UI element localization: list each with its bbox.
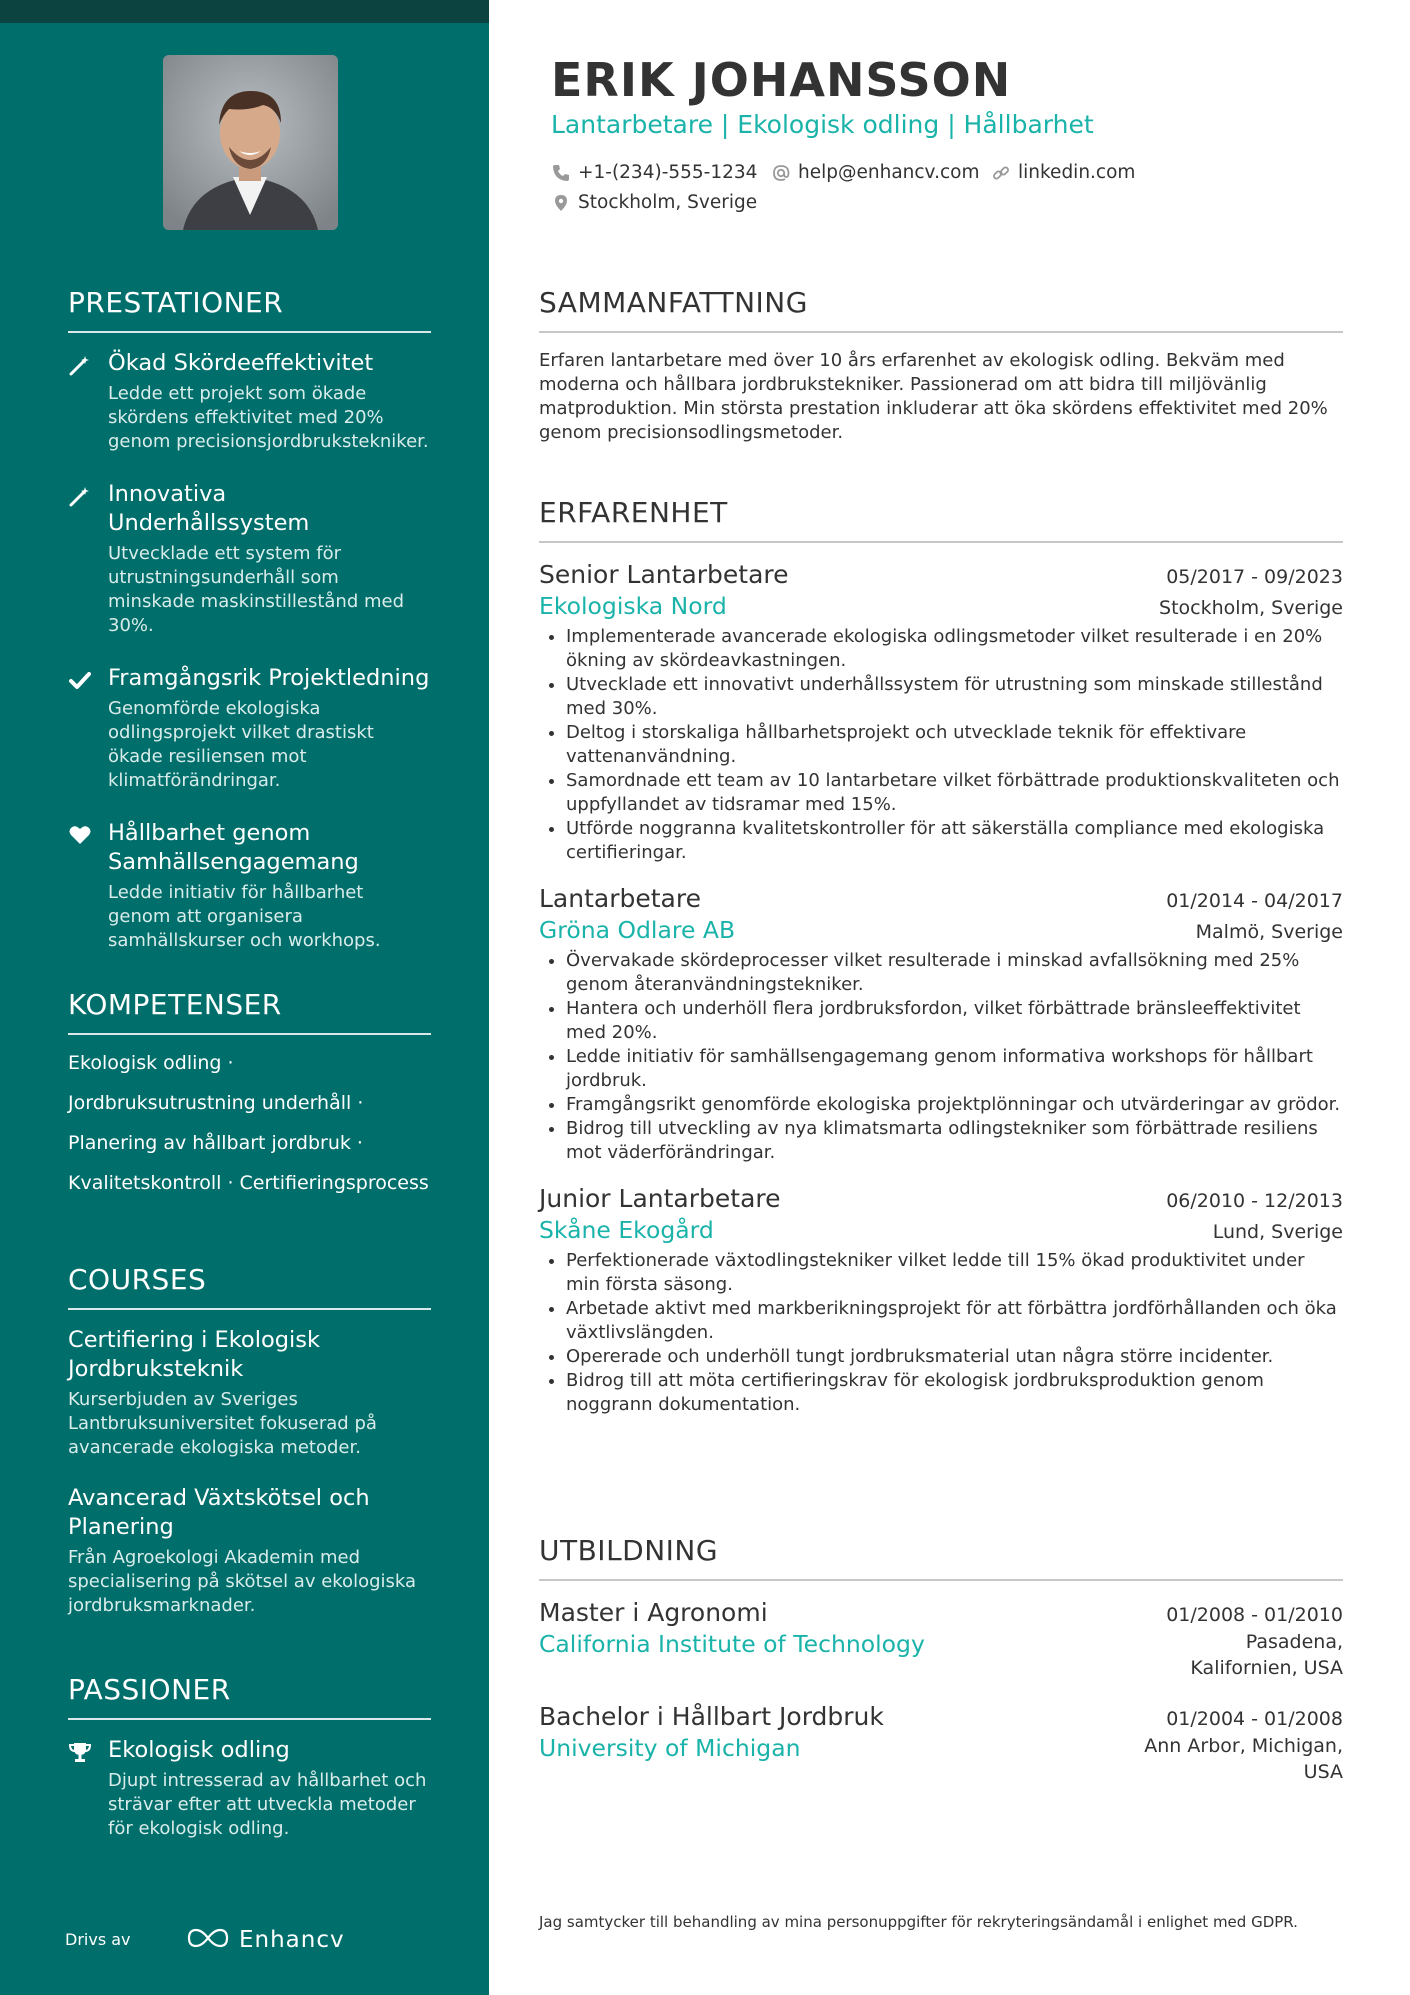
enhancv-logo-icon [185, 1926, 231, 1954]
job-bullets [539, 625, 1343, 865]
course-desc: Från Agroekologi Akademin med specialisering på skötsel av ekologiska jordbruksmarknader. [68, 1547, 417, 1616]
profile-photo [163, 55, 338, 230]
education-location-line: Ann Arbor, Michigan, [1144, 1735, 1343, 1757]
skill-item: Planering av hållbart jordbruk · [68, 1132, 363, 1154]
achievements-section [68, 285, 431, 979]
sidebar [0, 0, 489, 1995]
job-entry [539, 883, 1343, 1165]
courses-section [68, 1262, 431, 1642]
location-pin-icon [552, 194, 570, 212]
contact-linkedin[interactable] [992, 161, 1135, 185]
achievement-item [68, 819, 431, 953]
skills-section [68, 987, 431, 1211]
job-dates: 06/2010 - 12/2013 [1166, 1190, 1343, 1212]
job-role: Senior Lantarbetare [539, 560, 789, 589]
candidate-tagline: Lantarbetare | Ekologisk odling | Hållbarhet [551, 110, 1094, 139]
course-item [68, 1484, 431, 1618]
summary-heading: SAMMANFATTNING [539, 285, 1343, 333]
contact-location [552, 191, 757, 215]
summary-section [539, 285, 1343, 445]
enhancv-logo[interactable] [185, 1926, 345, 1954]
passions-section [68, 1672, 431, 1867]
achievement-desc: Utvecklade ett system för utrustningsunderhåll som minskade maskinstillestånd med 30%. [108, 543, 405, 636]
education-school: California Institute of Technology [539, 1630, 925, 1658]
experience-section [539, 495, 1343, 1435]
linkedin-text: linkedin.com [1018, 162, 1136, 183]
job-role: Lantarbetare [539, 884, 701, 913]
enhancv-logo-text: Enhancv [239, 1927, 345, 1953]
course-desc: Kurserbjuden av Sveriges Lantbruksuniversitet fokuserad på avancerade ekologiska metoder. [68, 1389, 377, 1458]
job-bullet: • Framgångsrikt genomförde ekologiska projektplönningar och utvärderingar av grödor. [566, 1093, 1343, 1117]
achievement-title: Ökad Skördeeffektivitet [108, 350, 374, 376]
job-bullet: • Övervakade skördeprocesser vilket resulterade i minskad avfallsökning med 25% genom återanvändningstekniker. [566, 949, 1343, 997]
job-bullet: • Opererade och underhöll tungt jordbruksmaterial utan några större incidenter. [566, 1345, 1343, 1369]
education-dates: 01/2004 - 01/2008 [1166, 1708, 1343, 1730]
job-location: Malmö, Sverige [1195, 921, 1343, 943]
job-bullet: • Deltog i storskaliga hållbarhetsprojekt och utvecklade teknik för effektivare vattenanvändning. [566, 721, 1343, 769]
gdpr-consent-text: Jag samtycker till behandling av mina personuppgifter för rekryteringsändamål i enlighet med GDPR. [539, 1913, 1298, 1931]
skill-item: Jordbruksutrustning underhåll · [68, 1092, 364, 1114]
education-section [539, 1533, 1343, 1805]
education-location-line: Pasadena, [1245, 1631, 1343, 1653]
education-entry [539, 1597, 1343, 1681]
location-text: Stockholm, Sverige [578, 192, 758, 213]
job-bullet: • Hantera och underhöll flera jordbruksfordon, vilket förbättrade bränsleeffektivitet med 20%. [566, 997, 1343, 1045]
education-location-line: Kalifornien, USA [1190, 1657, 1343, 1679]
link-icon [992, 164, 1010, 182]
job-bullet: • Perfektionerade växtodlingstekniker vilket ledde till 15% ökad produktivitet under min första säsong. [566, 1249, 1343, 1297]
job-bullet: • Arbetade aktivt med markberikningsprojekt för att förbättra jordförhållanden och öka växtlivslängden. [566, 1297, 1343, 1345]
course-title: Avancerad Växtskötsel och Planering [68, 1485, 370, 1540]
passion-title: Ekologisk odling [108, 1737, 290, 1763]
job-dates: 01/2014 - 04/2017 [1166, 890, 1343, 912]
job-role: Junior Lantarbetare [539, 1184, 781, 1213]
course-title: Certifiering i Ekologisk Jordbruksteknik [68, 1327, 321, 1382]
job-bullet: • Bidrog till utveckling av nya klimatsmarta odlingstekniker som förbättrade resiliens mot väderförändringar. [566, 1117, 1343, 1165]
education-location [1190, 1629, 1343, 1681]
education-dates: 01/2008 - 01/2010 [1166, 1604, 1343, 1626]
courses-heading: COURSES [68, 1262, 431, 1310]
job-company: Ekologiska Nord [539, 592, 727, 620]
skills-heading: KOMPETENSER [68, 987, 431, 1035]
achievement-desc: Ledde ett projekt som ökade skördens effektivitet med 20% genom precisionsjordbrukstekniker. [108, 383, 429, 452]
skill-item: Ekologisk odling · [68, 1052, 234, 1074]
job-location: Lund, Sverige [1212, 1221, 1343, 1243]
achievement-item [68, 480, 431, 638]
education-heading: UTBILDNING [539, 1533, 1343, 1581]
achievement-title: Hållbarhet genom Samhällsengagemang [108, 820, 359, 875]
job-bullet: • Bidrog till att möta certifieringskrav för ekologisk jordbruksproduktion genom noggrann dokumentation. [566, 1369, 1343, 1417]
achievement-title: Framgångsrik Projektledning [108, 665, 430, 691]
skill-item: Kvalitetskontroll · Certifieringsprocess [68, 1172, 429, 1194]
education-degree: Master i Agronomi [539, 1598, 768, 1627]
achievements-heading: PRESTATIONER [68, 285, 431, 333]
job-bullet: • Utvecklade ett innovativt underhållssystem för utrustning som minskade stillestånd med 30%. [566, 673, 1343, 721]
education-entry [539, 1701, 1343, 1785]
job-bullet: • Utförde noggranna kvalitetskontroller för att säkerställa compliance med ekologiska certifieringar. [566, 817, 1343, 865]
job-company: Skåne Ekogård [539, 1216, 714, 1244]
passion-item [68, 1736, 431, 1841]
heart-icon [68, 823, 92, 847]
contact-email[interactable] [772, 161, 979, 185]
experience-heading: ERFARENHET [539, 495, 1343, 543]
achievement-desc: Genomförde ekologiska odlingsprojekt vilket drastiskt ökade resiliensen mot klimatförändringar. [108, 698, 374, 791]
achievement-desc: Ledde initiativ för hållbarhet genom att organisera samhällskurser och workhops. [108, 882, 381, 951]
summary-text: Erfaren lantarbetare med över 10 års erfarenhet av ekologisk odling. Bekväm med moderna och hållbara jordbrukstekniker. Passionerad om att bidra till miljövänlig matproduktion. Min största prestation inkluderar att öka skördens effektivitet med 20% genom precisionsodlingsmetoder. [539, 350, 1328, 443]
job-entry [539, 559, 1343, 865]
magic-wand-icon [68, 484, 92, 508]
job-dates: 05/2017 - 09/2023 [1166, 566, 1343, 588]
passions-heading: PASSIONER [68, 1672, 431, 1720]
powered-by-label: Drivs av [65, 1930, 131, 1949]
course-item [68, 1326, 431, 1460]
education-location-line: USA [1303, 1761, 1343, 1783]
phone-icon [552, 164, 570, 182]
achievement-item [68, 664, 431, 793]
education-degree: Bachelor i Hållbart Jordbruk [539, 1702, 884, 1731]
job-bullet: • Ledde initiativ för samhällsengagemang genom informativa workshops för hållbart jordbruk. [566, 1045, 1343, 1093]
candidate-name: ERIK JOHANSSON [551, 53, 1012, 107]
checkmark-icon [68, 668, 92, 692]
at-sign-icon [772, 164, 790, 182]
sidebar-top-bar [0, 0, 489, 23]
achievement-title: Innovativa Underhållssystem [108, 481, 310, 536]
achievement-item [68, 349, 431, 454]
passion-desc: Djupt intresserad av hållbarhet och strävar efter att utveckla metoder för ekologisk odling. [108, 1770, 427, 1839]
email-text: help@enhancv.com [798, 162, 980, 183]
job-bullets [539, 1249, 1343, 1417]
trophy-icon [68, 1740, 92, 1764]
phone-text: +1-(234)-555-1234 [578, 162, 758, 183]
job-location: Stockholm, Sverige [1159, 597, 1343, 619]
education-location [1144, 1733, 1343, 1785]
job-bullet: • Samordnade ett team av 10 lantarbetare vilket förbättrade produktionskvaliteten och uppfyllandet av tidsramar med 15%. [566, 769, 1343, 817]
job-bullets [539, 949, 1343, 1165]
job-entry [539, 1183, 1343, 1417]
contact-phone[interactable] [552, 161, 757, 185]
education-school: University of Michigan [539, 1734, 801, 1762]
job-bullet: • Implementerade avancerade ekologiska odlingsmetoder vilket resulterade i en 20% ökning av skördeavkastningen. [566, 625, 1343, 673]
job-company: Gröna Odlare AB [539, 916, 736, 944]
magic-wand-icon [68, 353, 92, 377]
